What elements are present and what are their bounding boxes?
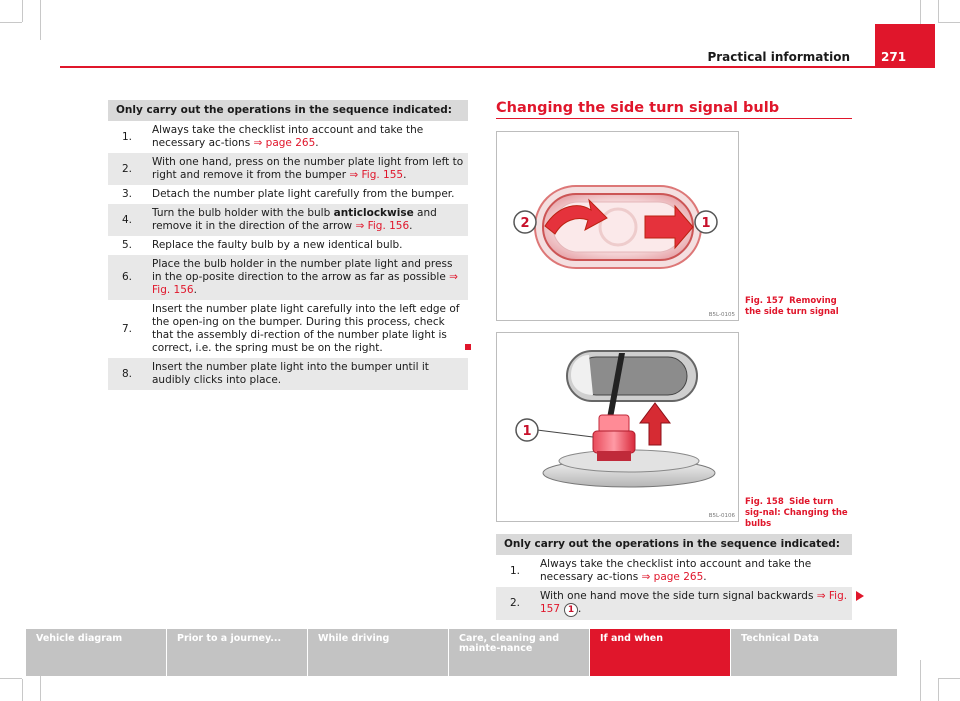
cross-reference-link[interactable]: ⇒ Fig. 155 [349,169,404,181]
figure-number: Fig. 158 [745,497,784,507]
chapter-tab[interactable]: Vehicle diagram [26,629,166,676]
cross-reference-link[interactable]: ⇒ page 265 [641,571,704,583]
crop-mark [938,22,960,23]
step-number: 1. [121,130,133,143]
step-text-part: . [193,284,197,296]
crop-mark [938,679,939,701]
step-text-part: . [578,603,582,615]
step-row [108,121,468,153]
page-number: 271 [881,50,907,64]
callout-1: 1 [522,424,532,439]
step-row [108,153,468,185]
cross-reference-link[interactable]: ⇒ Fig. 157 [540,590,848,615]
step-number: 8. [108,358,148,390]
crop-mark [22,0,23,22]
right-steps-table [496,534,852,620]
step-text-part: With one hand move the side turn signal backwards [540,590,817,602]
step-row [108,204,468,236]
chapter-tab[interactable]: While driving [308,629,448,676]
step-text [148,236,468,255]
step-text-part: . [315,137,319,149]
step-text [148,153,468,185]
step-text-part: . [403,169,407,181]
chapter-tab[interactable]: If and when [590,629,730,676]
step-text-part: Always take the checklist into account and take the necessary ac-tions [540,558,812,583]
chapter-tab[interactable]: Care, cleaning and mainte-nance [449,629,589,676]
step-number: 6. [108,255,148,300]
cross-reference-link[interactable]: ⇒ Fig. 156 [355,220,410,232]
continue-arrow-icon [856,591,864,601]
figure-code: B5L-0105 [708,312,735,318]
step-text [536,555,852,587]
header-rule [60,66,935,68]
step-text [148,255,468,300]
step-text [148,204,468,236]
step-text [148,358,468,390]
step-emphasis: anticlockwise [333,207,414,219]
step-text [148,185,468,204]
figure-caption-text: Side turn sig-nal: Changing the bulbs [745,497,848,529]
callout-2: 2 [520,216,530,231]
step-text [536,587,852,620]
step-row [108,236,468,255]
crop-mark [0,22,22,23]
step-text [148,121,468,153]
step-row [108,300,468,358]
step-text-part: Insert the number plate light carefully into the left edge of the open-ing on the bumper. During this process, check that the assembly di-rection of the number plate light is correct, i.e. the spring must be on the right. [152,303,460,354]
bulb-change-illustration [497,333,738,521]
section-rule [496,118,852,119]
right-table-heading: Only carry out the operations in the sequence indicated: [496,534,852,555]
step-text-part: Turn the bulb holder with the bulb [152,207,334,219]
crop-mark [0,678,22,679]
step-row [496,555,852,587]
step-row [108,255,468,300]
cross-reference-link[interactable]: ⇒ page 265 [253,137,316,149]
step-number: 3. [121,188,133,200]
running-header: Practical information [707,50,850,64]
step-text-part: Always take the checklist into account and take the necessary ac-tions [152,124,424,149]
left-steps-table [108,100,468,390]
step-number: 4. [108,204,148,236]
figure-157 [496,131,739,321]
step-number: 2. [108,153,148,185]
step-row [108,185,468,204]
step-text-part: Insert the number plate light into the bumper until it audibly clicks into place. [152,361,429,386]
section-title: Changing the side turn signal bulb [496,100,780,116]
step-text-part: Place the bulb holder in the number plate light and press in the op-posite direction to the arrow as far as possible [152,258,453,283]
step-text-part: . [703,571,707,583]
figure-157-caption [745,296,853,318]
side-turn-signal-illustration [497,132,738,320]
step-text-part: Replace the faulty bulb by a new identical bulb. [152,239,403,251]
crop-mark [938,0,939,22]
crop-mark [938,678,960,679]
figure-caption-text: Removing the side turn signal [745,296,839,317]
callout-badge: 1 [564,603,578,617]
step-text-part: . [409,220,413,232]
chapter-tab[interactable]: Prior to a journey... [167,629,307,676]
right-steps-panel [496,534,852,620]
step-text-part: and remove it in the direction of the arrow [152,207,437,232]
step-number: 7. [121,322,133,335]
crop-mark [40,0,41,40]
callout-1: 1 [701,216,711,231]
step-text-part: With one hand, press on the number plate light from left to right and remove it from the bumper [152,156,464,181]
step-text-part: Detach the number plate light carefully from the bumper. [152,188,455,200]
step-number: 5. [121,239,133,251]
step-row [496,587,852,620]
figure-158-caption [745,497,853,530]
step-text [148,300,468,358]
step-number: 2. [496,587,536,620]
figure-158 [496,332,739,522]
end-marker [465,344,471,350]
figure-code: B5L-0106 [708,513,735,519]
figure-number: Fig. 157 [745,296,784,306]
left-table-heading: Only carry out the operations in the sequence indicated: [108,100,468,121]
step-number: 1. [509,564,521,577]
crop-mark [22,679,23,701]
cross-reference-link[interactable]: ⇒ Fig. 156 [152,271,458,296]
chapter-tab[interactable]: Technical Data [731,629,897,676]
step-row [108,358,468,390]
chapter-tabs [26,629,934,676]
left-steps-panel [108,100,468,390]
